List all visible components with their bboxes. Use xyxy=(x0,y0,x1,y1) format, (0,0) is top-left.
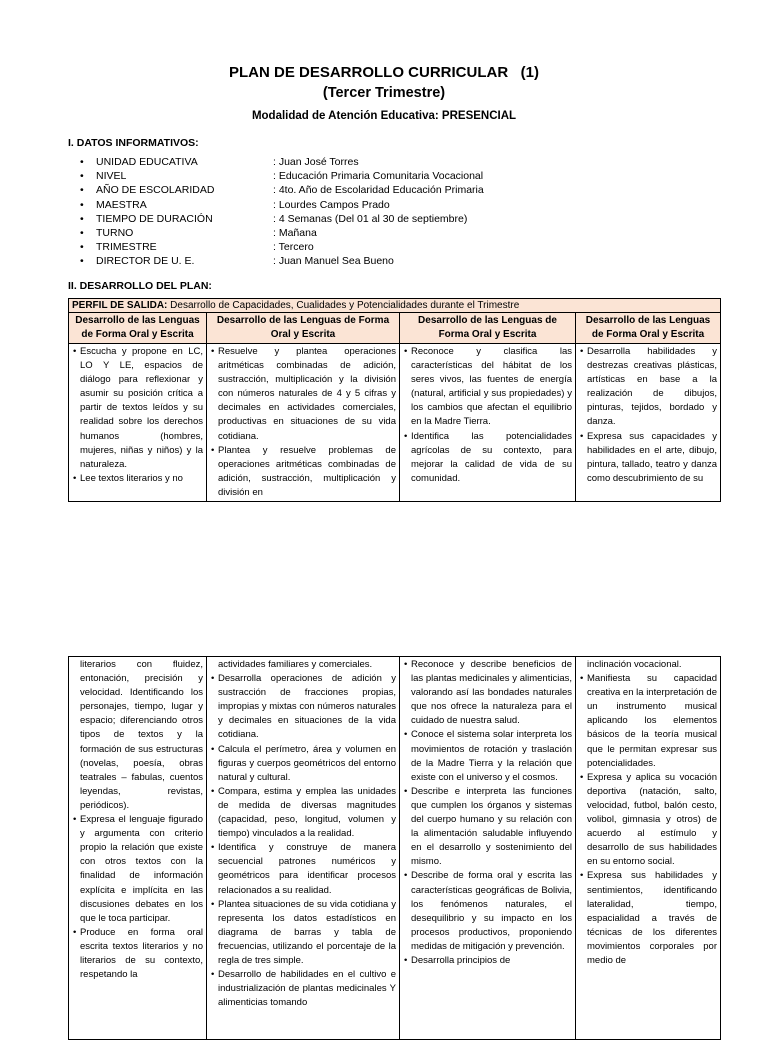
info-value: : Juan Manuel Sea Bueno xyxy=(273,255,394,268)
content-row xyxy=(69,657,721,1040)
info-row xyxy=(68,254,708,268)
content-cell xyxy=(207,344,400,502)
document-title: PLAN DE DESARROLLO CURRICULAR (1) xyxy=(229,64,539,81)
list-item: • Escucha y propone en LC, LO Y LE, espacios de diálogo para reflexionar y asumir su posición crítica a partir de textos leídos y su realidad sobre los derechos humanos (hombres, mujeres, niñas y niños) y la naturaleza. xyxy=(80,345,203,472)
info-label: MAESTRA xyxy=(96,198,147,211)
list-item: • Produce en forma oral escrita textos literarios y no literarios de su contexto, respetando la xyxy=(80,926,203,982)
info-row xyxy=(68,183,708,197)
document-subtitle: (Tercer Trimestre) xyxy=(322,85,446,101)
list-item: • Desarrolla habilidades y destrezas creativas plásticas, artísticas en base a la realización de dibujos, pinturas, tejidos, bordado y danza. xyxy=(587,345,717,430)
list-item: • Describe de forma oral y escrita las características geográficas de Bolivia, los fenómenos naturales, el desequilibrio y su impacto en los procesos productivos, proponiendo medidas de mitigación y prevención. xyxy=(411,869,572,954)
info-label: UNIDAD EDUCATIVA xyxy=(96,156,198,168)
bullet-icon: • xyxy=(80,156,84,168)
list-item: • Reconoce y clasifica las características del hábitat de los seres vivos, las fuentes de energía (natural, artificial y sus propiedades) y los cambios que afectan el equilibrio en la Madre Tierra. xyxy=(411,345,572,430)
list-item: • Desarrolla operaciones de adición y sustracción de fracciones propias, impropias y mixtas con números naturales y decimales en situaciones de la vida cotidiana. xyxy=(218,672,396,742)
list-item: • Calcula el perímetro, área y volumen en figuras y cuerpos geométricos del entorno natural y cultural. xyxy=(218,743,396,785)
info-row xyxy=(68,212,708,226)
list-item: • Manifiesta su capacidad creativa en la interpretación de un instrumento musical aplicando los elementos básicos de la teoría musical que le permitan expresar sus potencialidades. xyxy=(587,672,717,771)
header-row xyxy=(69,313,721,344)
bullet-icon: • xyxy=(80,198,84,211)
info-value: : Juan José Torres xyxy=(273,156,359,168)
info-value: : Educación Primaria Comunitaria Vocacional xyxy=(273,170,484,183)
content-cell xyxy=(576,657,721,1040)
section-desarrollo-plan: II. DESARROLLO DEL PLAN: xyxy=(68,280,212,292)
info-value: : 4 Semanas (Del 01 al 30 de septiembre) xyxy=(273,212,468,225)
content-cell xyxy=(400,344,576,502)
list-item: • Expresa sus capacidades y habilidades en el arte, dibujo, pintura, tallado, teatro y danza como descubrimiento de su xyxy=(587,430,717,486)
info-value: : Tercero xyxy=(273,241,314,254)
content-cell xyxy=(576,344,721,502)
info-label: NIVEL xyxy=(96,170,127,183)
info-row xyxy=(68,169,708,183)
datos-informativos-list xyxy=(68,155,708,269)
info-label: TRIMESTRE xyxy=(96,241,157,254)
list-item: • Identifica las potencialidades agrícolas de su contexto, para mejorar la calidad de vida de su comunidad. xyxy=(411,430,572,486)
column-header: Desarrollo de las Lenguas de Forma Oral y Escrita xyxy=(576,313,721,344)
info-label: DIRECTOR DE U. E. xyxy=(96,255,195,268)
bullet-icon: • xyxy=(80,241,84,254)
list-item: • Describe e interpreta las funciones que cumplen los órganos y sistemas del cuerpo humano y su relación con la alimentación saludable influyendo en el desarrollo y sostenimiento del mismo. xyxy=(411,785,572,870)
list-item: • Plantea y resuelve problemas de operaciones aritméticas combinadas de adición, sustracción, multiplicación y división en xyxy=(218,444,396,500)
column-header: Desarrollo de las Lenguas de Forma Oral y Escrita xyxy=(400,313,576,344)
list-item-continued: literarios con fluidez, entonación, precisión y velocidad. Identificando los personajes, tiempo, lugar y espacio; diferenciando otros tipos de textos y la formación de sus estructuras (novelas, poesía, obras teatrales – fabulas, cuentos leyendas, revistas, periódicos). xyxy=(80,659,203,811)
bullet-icon: • xyxy=(80,212,84,225)
bullet-icon: • xyxy=(80,184,84,197)
list-item: • Conoce el sistema solar interpreta los movimientos de rotación y traslación de la Madre Tierra y la relación que existe con el universo y el cosmos. xyxy=(411,728,572,784)
list-item-continued: actividades familiares y comerciales. xyxy=(218,659,373,670)
info-row xyxy=(68,155,708,169)
list-item-continued: inclinación vocacional. xyxy=(587,659,682,670)
content-cell xyxy=(69,344,207,502)
modalidad-line: Modalidad de Atención Educativa: PRESENCIAL xyxy=(251,110,517,122)
bullet-icon: • xyxy=(80,255,84,268)
section-datos-informativos: I. DATOS INFORMATIVOS: xyxy=(68,137,199,149)
perfil-row xyxy=(69,299,721,313)
info-value: : Mañana xyxy=(273,226,317,239)
perfil-text: Desarrollo de Capacidades, Cualidades y Potencialidades durante el Trimestre xyxy=(167,300,520,311)
column-header: Desarrollo de las Lenguas de Forma Oral y Escrita xyxy=(207,313,400,344)
info-row xyxy=(68,226,708,240)
plan-table-page2 xyxy=(68,656,721,1040)
list-item: • Expresa sus habilidades y sentimientos, identificando lateralidad, tiempo, espacialidad a través de técnicas de los diferentes movimientos corporales por medio de xyxy=(587,869,717,968)
info-label: TIEMPO DE DURACIÓN xyxy=(96,212,213,225)
content-row xyxy=(69,344,721,502)
column-header: Desarrollo de las Lenguas de Forma Oral y Escrita xyxy=(69,313,207,344)
content-cell xyxy=(69,657,207,1040)
bullet-icon: • xyxy=(80,226,84,239)
list-item: • Expresa el lenguaje figurado y argumenta con criterio propio la relación que existe con otros textos con la finalidad de información explícita e implícita en las discusiones debates en los que le toca participar. xyxy=(80,813,203,926)
info-label: TURNO xyxy=(96,226,134,239)
list-item: • Expresa y aplica su vocación deportiva (natación, salto, velocidad, futbol, balón cesto, volibol, gimnasia y otros) de acuerdo al estímulo y desarrollo de sus habilidades en su entorno social. xyxy=(587,771,717,870)
list-item: • Identifica y construye de manera secuencial patrones numéricos y geométricos para identificar procesos relacionados a su realidad. xyxy=(218,841,396,897)
info-value: : Lourdes Campos Prado xyxy=(273,198,390,211)
info-row xyxy=(68,240,708,254)
list-item: • Resuelve y plantea operaciones aritméticas combinadas de adición, sustracción, multiplicación y la división con números naturales de 4 y 5 cifras y decimales en actividades comerciales, productivas en situaciones de su vida cotidiana. xyxy=(218,345,396,444)
bullet-icon: • xyxy=(80,170,84,183)
info-value: : 4to. Año de Escolaridad Educación Primaria xyxy=(273,184,484,197)
list-item: • Desarrollo de habilidades en el cultivo e industrialización de plantas medicinales Y alimenticias tomando xyxy=(218,968,396,1010)
info-label: AÑO DE ESCOLARIDAD xyxy=(96,184,215,197)
list-item: • Desarrolla principios de xyxy=(411,954,572,968)
perfil-cell xyxy=(69,299,721,313)
content-cell xyxy=(400,657,576,1040)
plan-table-page1 xyxy=(68,298,721,502)
list-item: • Reconoce y describe beneficios de las plantas medicinales y alimenticias, valorando así las bondades naturales que nos ofrece la naturaleza para el cuidado de nuestra salud. xyxy=(411,658,572,728)
list-item: • Compara, estima y emplea las unidades de medida de diversas magnitudes (capacidad, peso, longitud, volumen y tiempo) vinculados a la realidad. xyxy=(218,785,396,841)
list-item: • Lee textos literarios y no xyxy=(80,472,203,486)
info-row xyxy=(68,198,708,212)
list-item: • Plantea situaciones de su vida cotidiana y representa los datos estadísticos en diagrama de barras y tabla de frecuencias, utilizando el porcentaje de la regla de tres simple. xyxy=(218,898,396,968)
perfil-label: PERFIL DE SALIDA: xyxy=(72,300,168,311)
content-cell xyxy=(207,657,400,1040)
